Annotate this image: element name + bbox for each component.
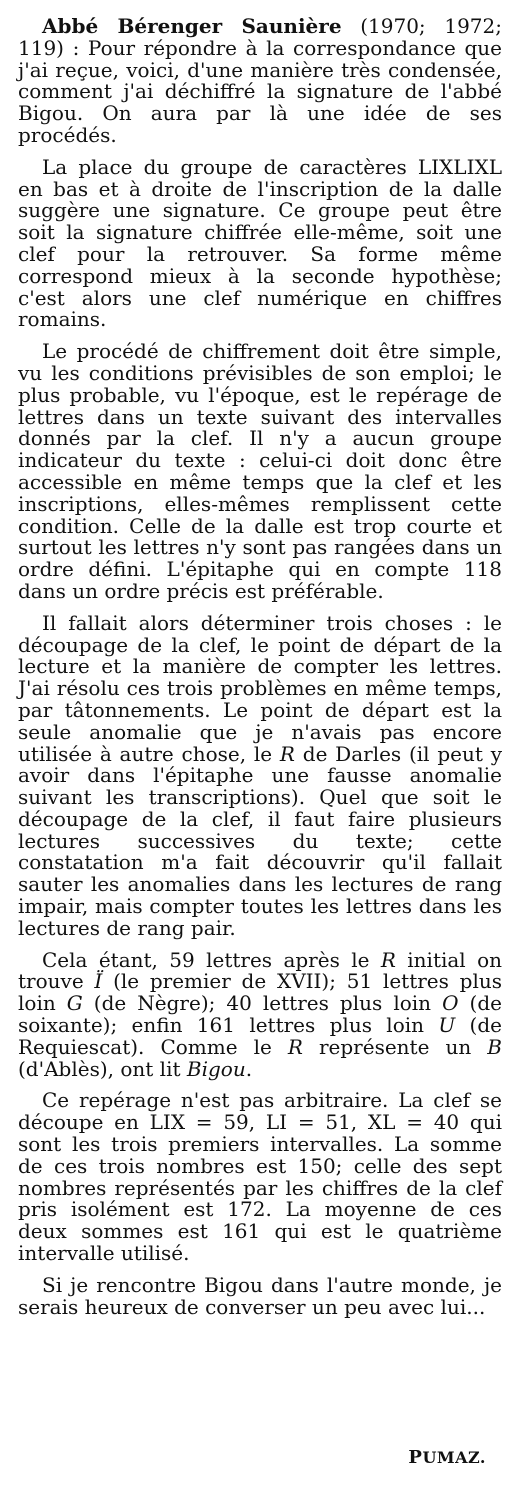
text-span: . [245, 1056, 253, 1081]
letter-r: R [380, 947, 396, 972]
letter-g: G [66, 991, 83, 1016]
letter-i: Ï [94, 969, 103, 994]
paragraph-closing: Si je rencontre Bigou dans l'autre monde, je serais heureux de converser un peu avec lui... [18, 1272, 502, 1319]
signature-rest: UMAZ. [422, 1448, 486, 1467]
intro-text: (1970; 1972; 119) : Pour répondre à la correspondance que j'ai reçue, voici, d'une manière très condensée, comment j'ai déchiffré la signature de l'abbé Bigou. On aura par là une idée de ses procédés. [18, 14, 502, 147]
paragraph-signature-group: La place du groupe de caractères LIXLIXL en bas et à droite de l'inscription de la dalle suggère une signature. Ce groupe peut être soit la signature chiffrée elle-même, soit une clef pour la retrouver. Sa forme même correspond mieux à la seconde hypothèse; c'est alors une clef numérique en chiffres romains. [18, 154, 502, 332]
paragraph-cipher-method: Le procédé de chiffrement doit être simple, vu les conditions prévisibles de son emploi; le plus probable, vu l'époque, est le repérage de lettres dans un texte suivant des intervalles donnés par la clef. Il n'y a aucun groupe indicateur du texte : celui-ci doit donc être accessible en même temps que la clef et les inscriptions, elles-mêmes remplissent cette condition. Celle de la dalle est trop courte et surtout les lettres n'y sont pas rangées dans un ordre défini. L'épitaphe qui en compte 118 dans un ordre précis est préférable. [18, 339, 502, 603]
text-span: (le premier de XVII); 51 lettres plus loin [18, 969, 502, 1016]
text-span: Cela étant, 59 lettres après le [42, 947, 381, 972]
word-bigou: Bigou [186, 1056, 246, 1081]
text-span: de Darles (il peut y avoir dans l'épitaphe une fausse anomalie suivant les transcriptions). Quel que soit le découpage de la clef, il faut faire plusieurs lectures successives du texte; cette constatation m'a fait découvrir qu'il fallait sauter les anomalies dans les lectures de rang impair, mais compter toutes les lettres dans les lectures de rang pair. [18, 741, 502, 940]
letter-r: R [279, 741, 295, 766]
text-span: représente un [302, 1034, 488, 1059]
text-span: initial on trouve [18, 947, 502, 994]
letter-r: R [287, 1034, 303, 1059]
paragraph-letter-count [18, 947, 502, 1081]
text-span: Il fallait alors déterminer trois choses : le découpage de la clef, le point de départ de la lecture et la manière de compter les lettres. J'ai résolu ces trois problèmes en même temps, par tâtonnements. Le point de départ est la seule anomalie que je n'avais pas encore utilisée à autre chose, le [18, 610, 502, 766]
text-span: (d'Ablès), ont lit [18, 1056, 187, 1081]
paragraph-intro [18, 16, 502, 147]
text-span: (de soixante); enfin 161 lettres plus loin [18, 991, 502, 1038]
article-title: Abbé Bérenger Saunière [42, 14, 342, 38]
author-signature [408, 1447, 486, 1469]
signature-initial: P [408, 1447, 423, 1468]
letter-b: B [487, 1034, 502, 1059]
letter-o: O [442, 991, 459, 1016]
text-span: (de Nègre); 40 lettres plus loin [82, 991, 443, 1016]
letter-u: U [438, 1013, 456, 1038]
paragraph-key-split: Ce repérage n'est pas arbitraire. La clef se découpe en LIX = 59, LI = 51, XL = 40 qui sont les trois premiers intervalles. La somme de ces trois nombres est 150; celle des sept nombres représentés par les chiffres de la clef pris isolément est 172. La moyenne de ces deux sommes est 161 qui est le quatrième intervalle utilisé. [18, 1088, 502, 1266]
paragraph-three-problems [18, 610, 502, 940]
text-span: (de Requiescat). Comme le [18, 1013, 502, 1059]
